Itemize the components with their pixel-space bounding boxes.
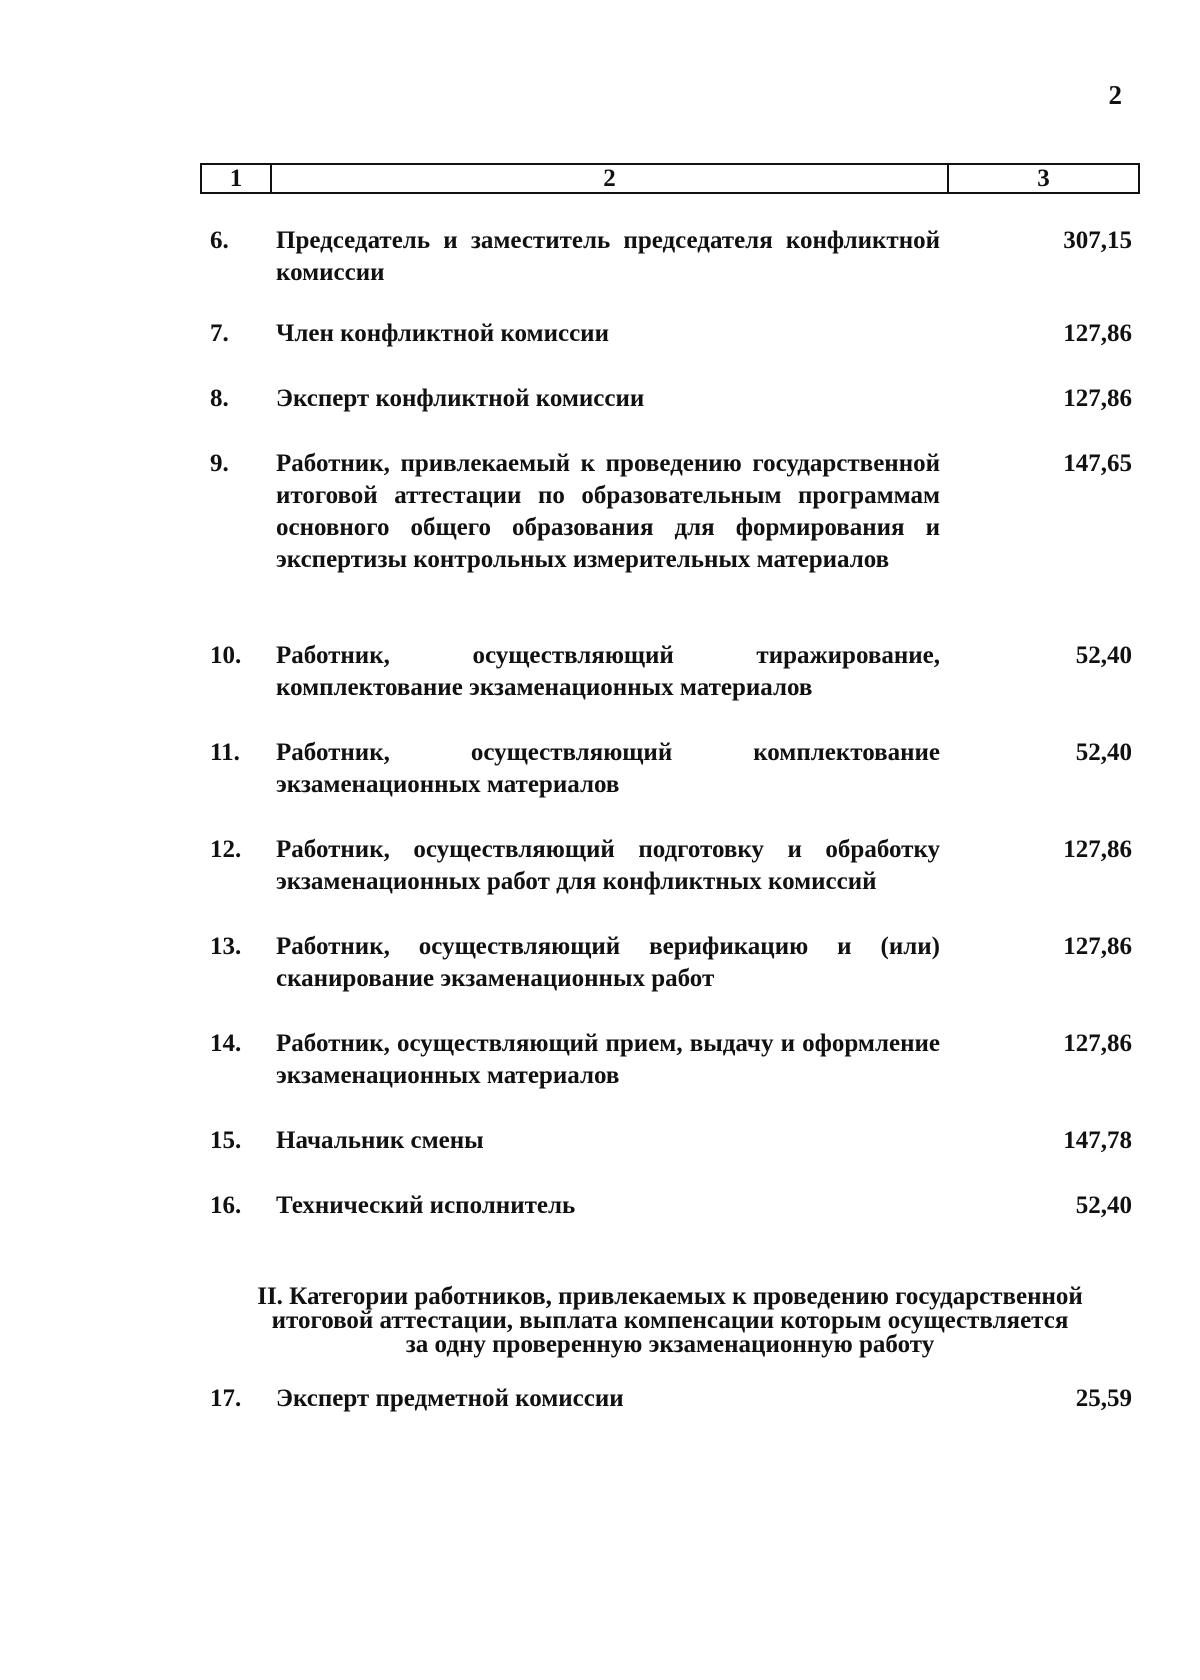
row-number: 7. [210,320,229,347]
section-title-line: итоговой аттестации, выплата компенсации которым осуществляется [271,1307,1069,1334]
table-row [210,383,1140,415]
table-row [210,931,1140,995]
section-2-title [200,1285,1140,1357]
row-number: 6. [210,227,229,254]
table-row [210,225,1140,289]
table-row [210,318,1140,350]
row-amount: 127,86 [1063,933,1132,960]
row-category: Председатель и заместитель председателя конфликтной комиссии [276,227,940,286]
row-number: 8. [210,385,229,412]
row-amount: 127,86 [1063,385,1132,412]
row-number: 12. [210,836,242,863]
row-category: Работник, осуществляющий верификацию и (или) сканирование экзаменационных работ [276,933,940,992]
row-amount: 25,59 [1075,1385,1132,1412]
row-number: 14. [210,1030,242,1057]
row-number: 16. [210,1192,242,1219]
row-number: 15. [210,1127,242,1154]
row-number: 10. [210,642,242,669]
column-header-1: 1 [202,165,272,192]
row-number: 13. [210,933,242,960]
row-amount: 127,86 [1063,1030,1132,1057]
row-amount: 307,15 [1063,227,1132,254]
table-row [210,448,1140,576]
table-column-header [200,163,1140,194]
column-header-3: 3 [1037,164,1050,192]
page-number: 2 [1108,80,1122,110]
row-number: 11. [210,739,240,766]
table-row [210,1028,1140,1092]
row-amount: 147,65 [1063,450,1132,477]
row-amount: 127,86 [1063,836,1132,863]
column-header-2: 2 [272,165,949,192]
row-category: Работник, осуществляющий комплектование экзаменационных материалов [276,739,940,798]
table-row [210,834,1140,898]
row-number: 9. [210,450,229,477]
row-category: Член конфликтной комиссии [276,320,609,347]
row-category: Работник, осуществляющий прием, выдачу и оформление экзаменационных материалов [276,1030,940,1089]
table-row [210,1125,1140,1157]
table-row [210,1383,1140,1415]
row-category: Начальник смены [276,1127,484,1154]
row-category: Эксперт предметной комиссии [276,1385,624,1412]
section-title-line: за одну проверенную экзаменационную работу [405,1331,935,1358]
row-category: Работник, осуществляющий тиражирование, комплектование экзаменационных материалов [276,642,940,701]
row-category: Технический исполнитель [276,1192,576,1219]
row-category: Работник, привлекаемый к проведению государственной итоговой аттестации по образовательным программам основного общего образования для формирования и экспертизы контрольных измерительных материалов [276,450,940,573]
row-number: 17. [210,1385,242,1412]
row-amount: 52,40 [1075,739,1132,766]
row-amount: 52,40 [1075,1192,1132,1219]
table-row [210,640,1140,704]
row-category: Работник, осуществляющий подготовку и обработку экзаменационных работ для конфликтных комиссий [276,836,940,895]
row-amount: 147,78 [1063,1127,1132,1154]
table-row [210,737,1140,801]
row-amount: 127,86 [1063,320,1132,347]
section-title-line: II. Категории работников, привлекаемых к проведению государственной [257,1283,1083,1310]
row-category: Эксперт конфликтной комиссии [276,385,645,412]
row-amount: 52,40 [1075,642,1132,669]
table-row [210,1190,1140,1222]
